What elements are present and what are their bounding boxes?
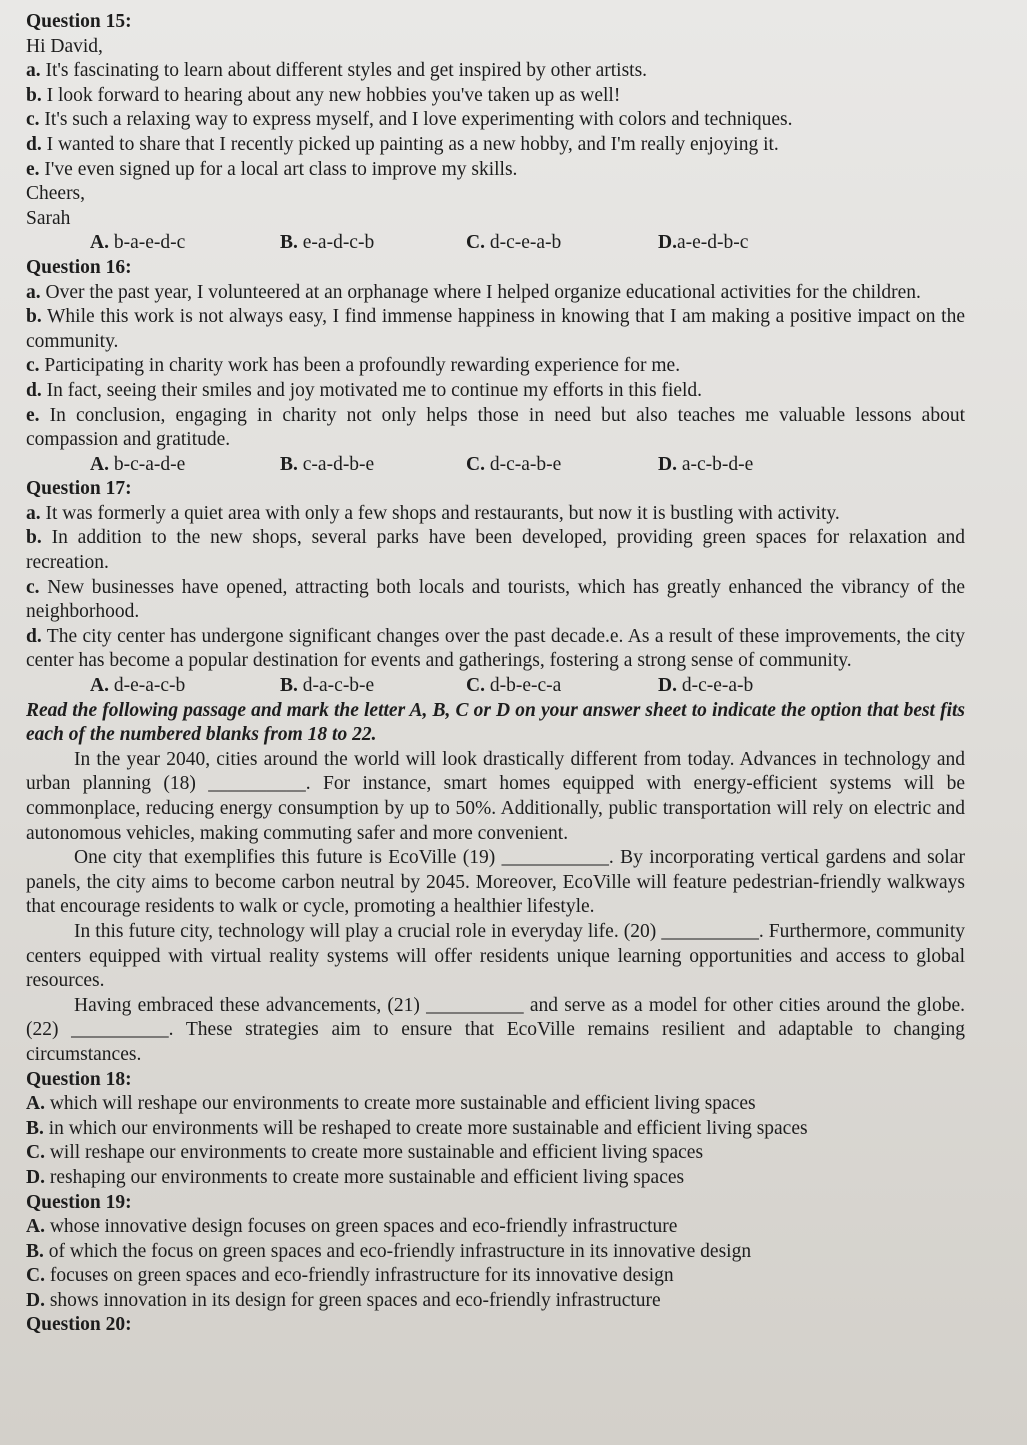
option-letter: c.: [26, 355, 40, 377]
sentence-d: d. I wanted to share that I recently picked up painting as a new hobby, and I'm really enjoying it.: [26, 133, 779, 155]
option-b[interactable]: B. d-a-c-b-e: [280, 674, 466, 699]
question-19: [26, 1191, 965, 1314]
option-a[interactable]: A. which will reshape our environments to create more sustainable and efficient living spaces: [26, 1093, 756, 1115]
option-letter: C.: [26, 1142, 45, 1164]
passage-paragraph: One city that exemplifies this future is EcoVille (19) ___________. By incorporating vertical gardens and solar panels, the city aims to become carbon neutral by 2045. Moreover, EcoVille will feature pedestrian-friendly walkways that encourage residents to walk or cycle, promoting a healthier lifestyle.: [26, 847, 965, 918]
option-a[interactable]: A. d-e-a-c-b: [90, 674, 280, 699]
option-letter: a.: [26, 281, 41, 303]
answer-options: [26, 674, 965, 699]
option-letter: D.: [658, 453, 677, 475]
option-letter: C.: [466, 675, 485, 697]
option-c[interactable]: C. d-c-a-b-e: [466, 453, 658, 478]
sentence-e: e. I've even signed up for a local art class to improve my skills.: [26, 158, 518, 180]
question-18: [26, 1068, 965, 1191]
option-b[interactable]: B. in which our environments will be reshaped to create more sustainable and efficient living spaces: [26, 1117, 808, 1139]
option-letter: e.: [26, 404, 40, 426]
passage-paragraph: In the year 2040, cities around the world will look drastically different from today. Advances in technology and urban planning (18) __________. For instance, smart homes equipped with energy-efficient systems will be commonplace, reducing energy consumption by up to 50%. Additionally, public transportation will rely on electric and autonomous vehicles, making commuting safer and more convenient.: [26, 748, 965, 844]
option-a[interactable]: A. whose innovative design focuses on green spaces and eco-friendly infrastructure: [26, 1216, 678, 1238]
question-16: [26, 256, 965, 477]
question-15: [26, 10, 965, 256]
option-b[interactable]: B. c-a-d-b-e: [280, 453, 466, 478]
option-letter: d.: [26, 133, 42, 155]
option-letter: D.: [26, 1166, 45, 1188]
question-title: Question 18:: [26, 1068, 132, 1090]
letter-greeting: Hi David,: [26, 35, 103, 57]
sentence-a: a. It was formerly a quiet area with only a few shops and restaurants, but now it is bustling with activity.: [26, 502, 840, 524]
question-title: Question 17:: [26, 478, 132, 500]
option-letter: D.: [26, 1289, 45, 1311]
option-letter: A.: [26, 1093, 45, 1115]
sentence-c: c. Participating in charity work has been a profoundly rewarding experience for me.: [26, 355, 681, 377]
reading-passage: [26, 748, 965, 1068]
answer-options: [26, 231, 965, 256]
option-c[interactable]: C. will reshape our environments to create more sustainable and efficient living spaces: [26, 1142, 704, 1164]
option-b[interactable]: B. e-a-d-c-b: [280, 231, 466, 256]
option-a[interactable]: A. b-c-a-d-e: [90, 453, 280, 478]
option-letter: C.: [466, 232, 485, 254]
option-letter: b.: [26, 84, 42, 106]
question-17: [26, 477, 965, 698]
option-d[interactable]: D. reshaping our environments to create more sustainable and efficient living spaces: [26, 1166, 685, 1188]
option-letter: d.: [26, 625, 42, 647]
option-letter: e.: [26, 158, 40, 180]
sentence-c: c. New businesses have opened, attracting both locals and tourists, which has greatly enhanced the vibrancy of the neighborhood.: [26, 576, 965, 623]
option-letter: A.: [26, 1216, 45, 1238]
sentence-d: d. In fact, seeing their smiles and joy motivated me to continue my efforts in this field.: [26, 379, 703, 401]
option-d[interactable]: D. d-c-e-a-b: [658, 674, 753, 699]
sentence-b: b. In addition to the new shops, several parks have been developed, providing green spaces for relaxation and recreation.: [26, 527, 965, 574]
letter-signature: Sarah: [26, 207, 71, 229]
option-d[interactable]: D. a-c-b-d-e: [658, 453, 753, 478]
option-letter: A.: [90, 453, 109, 475]
passage-paragraph: In this future city, technology will play a crucial role in everyday life. (20) __________. Furthermore, community centers equipped with virtual reality systems will offer residents unique learning opportunities and access to global resources.: [26, 920, 965, 992]
option-a[interactable]: A. b-a-e-d-c: [90, 231, 280, 256]
option-letter: B.: [26, 1117, 44, 1139]
sentence-c: c. It's such a relaxing way to express myself, and I love experimenting with colors and techniques.: [26, 109, 793, 131]
option-letter: B.: [280, 232, 298, 254]
option-d[interactable]: D. shows innovation in its design for green spaces and eco-friendly infrastructure: [26, 1289, 661, 1311]
question-title: Question 20:: [26, 1314, 132, 1336]
option-letter: C.: [466, 453, 485, 475]
option-letter: B.: [26, 1240, 44, 1262]
option-letter: c.: [26, 109, 40, 131]
sentence-d: d. The city center has undergone significant changes over the past decade.e. As a result of these improvements, the city center has become a popular destination for events and gatherings, fostering a strong sense of community.: [26, 625, 965, 672]
sentence-b: b. I look forward to hearing about any new hobbies you've taken up as well!: [26, 84, 621, 106]
sentence-e: e. In conclusion, engaging in charity not only helps those in need but also teaches me valuable lessons about compassion and gratitude.: [26, 404, 965, 451]
question-title: Question 19:: [26, 1191, 132, 1213]
option-c[interactable]: C. focuses on green spaces and eco-friendly infrastructure for its innovative design: [26, 1265, 674, 1287]
option-letter: C.: [26, 1265, 45, 1287]
option-d[interactable]: D.a-e-d-b-c: [658, 231, 748, 256]
option-letter: a.: [26, 502, 41, 524]
option-c[interactable]: C. d-b-e-c-a: [466, 674, 658, 699]
option-letter: B.: [280, 453, 298, 475]
reading-instruction: Read the following passage and mark the letter A, B, C or D on your answer sheet to indicate the option that best fits each of the numbered blanks from 18 to 22.: [26, 699, 965, 746]
answer-options: [26, 453, 965, 478]
option-letter: a.: [26, 60, 41, 82]
option-letter: A.: [90, 675, 109, 697]
option-letter: c.: [26, 576, 40, 598]
option-letter: A.: [90, 232, 109, 254]
option-letter: d.: [26, 379, 42, 401]
option-letter: b.: [26, 527, 42, 549]
option-letter: B.: [280, 675, 298, 697]
sentence-a: a. Over the past year, I volunteered at an orphanage where I helped organize educational activities for the children.: [26, 281, 921, 303]
option-c[interactable]: C. d-c-e-a-b: [466, 231, 658, 256]
option-letter: D.: [658, 675, 677, 697]
sentence-b: b. While this work is not always easy, I find immense happiness in knowing that I am making a positive impact on the community.: [26, 306, 965, 352]
option-letter: D.: [658, 232, 677, 254]
question-title: Question 16:: [26, 256, 132, 278]
option-b[interactable]: B. of which the focus on green spaces and eco-friendly infrastructure in its innovative design: [26, 1240, 752, 1262]
question-title: Question 15:: [26, 11, 132, 32]
passage-paragraph: Having embraced these advancements, (21) __________ and serve as a model for other cities around the globe. (22) __________. These strategies aim to ensure that EcoVille remains resilient and adaptable to changing circumstances.: [26, 994, 965, 1065]
question-20: [26, 1313, 965, 1338]
option-letter: b.: [26, 306, 42, 328]
sentence-a: a. It's fascinating to learn about different styles and get inspired by other artists.: [26, 60, 648, 82]
letter-closing: Cheers,: [26, 183, 86, 205]
